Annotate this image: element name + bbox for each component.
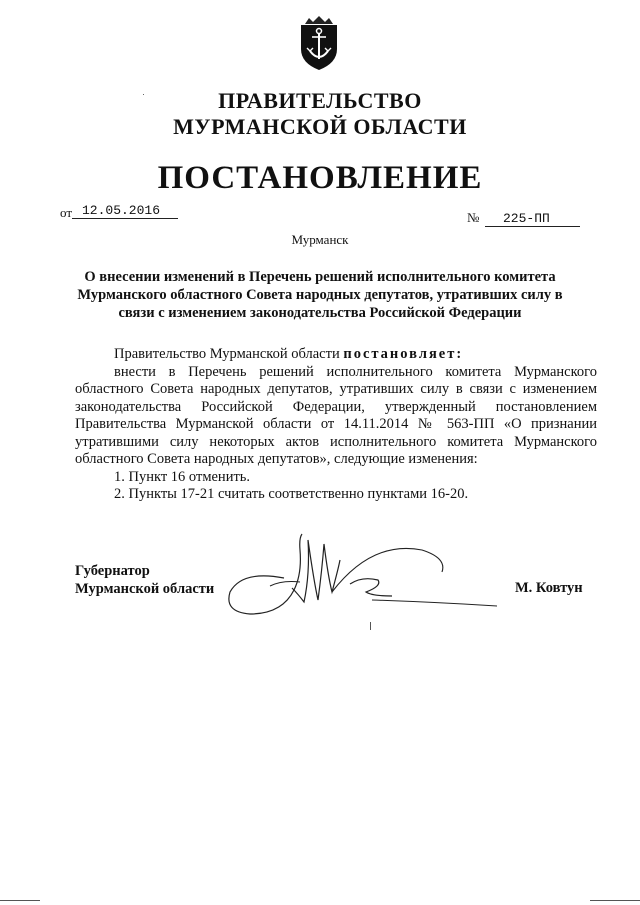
intro-verb: постановляет: bbox=[343, 346, 464, 362]
city: Мурманск bbox=[291, 232, 349, 247]
position-line2: Мурманской области bbox=[75, 581, 215, 597]
position-line1: Губернатор bbox=[75, 563, 150, 579]
handwritten-signature bbox=[222, 530, 502, 630]
document-date: 12.05.2016 bbox=[72, 203, 178, 219]
scan-mark bbox=[370, 622, 371, 630]
document-subject: О внесении изменений в Перечень решений исполнительного комитета Мурманского областного Совета народных депутатов, утративших силу в связи с изменением законодательства Российской Федерации bbox=[77, 269, 563, 321]
document-number: 225-ПП bbox=[485, 211, 580, 227]
date-label: от bbox=[60, 205, 73, 220]
document-body bbox=[75, 346, 597, 504]
body-paragraph: внести в Перечень решений исполнительного комитета Мурманского областного Совета народных депутатов, утративших силу в связи с изменением законодательства Российской Федерации, утвержденный постановлением Правительства Мурманской области от 14.11.2014 № 563-ПП «О признании утратившими силу некоторых актов исполнительного комитета Мурманского областного Совета народных депутатов», следующие изменения: bbox=[75, 363, 597, 467]
item-2: 2. Пункты 17-21 считать соответственно пунктами 16-20. bbox=[114, 486, 469, 502]
page-edge-line-left bbox=[0, 900, 40, 901]
government-name-line2: МУРМАНСКОЙ ОБЛАСТИ bbox=[173, 114, 467, 139]
intro-line bbox=[75, 346, 597, 364]
number-label: № bbox=[467, 210, 480, 225]
coat-of-arms-icon bbox=[297, 15, 341, 71]
page-edge-line-right bbox=[590, 900, 640, 901]
item-1: 1. Пункт 16 отменить. bbox=[114, 468, 251, 485]
signatory-position bbox=[75, 562, 214, 598]
intro-subject: Правительство Мурманской области bbox=[114, 346, 344, 362]
government-name-line1: ПРАВИТЕЛЬСТВО bbox=[218, 88, 422, 113]
document-type-title: ПОСТАНОВЛЕНИЕ bbox=[157, 160, 483, 196]
signatory-name: М. Ковтун bbox=[515, 580, 583, 596]
